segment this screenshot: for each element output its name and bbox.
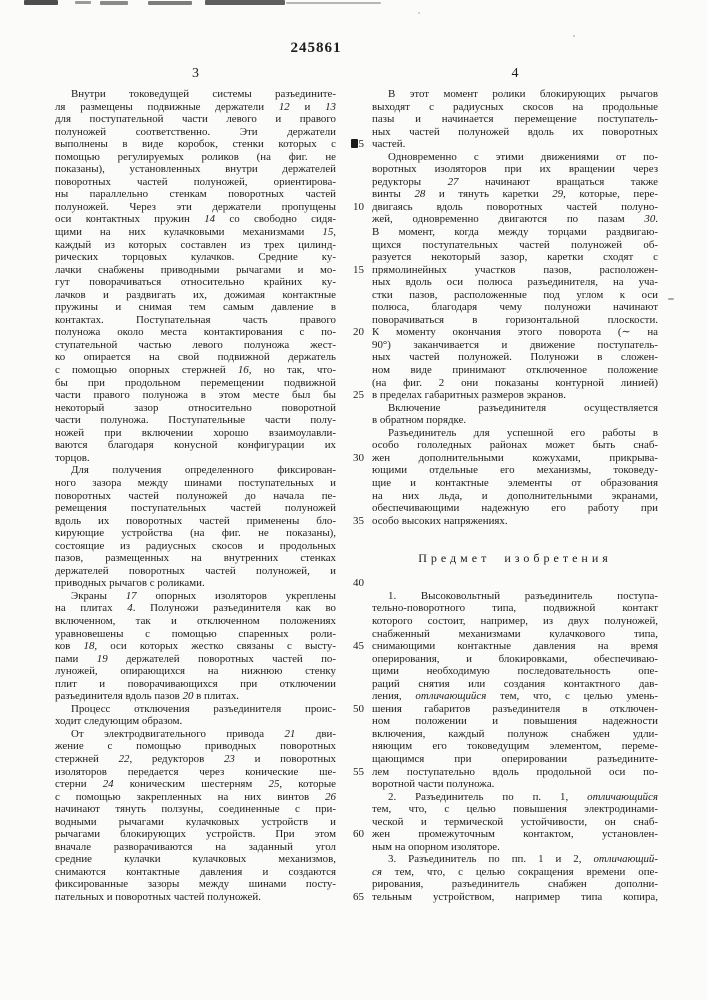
text-line: средние кулачки кулачковых механизмов, bbox=[55, 853, 336, 866]
text-line: части полуножа. Поступательные части полу- bbox=[55, 414, 336, 427]
line-number: 10 bbox=[353, 200, 364, 213]
text-line: помощью регулируемых роликов (на фиг. не bbox=[55, 150, 336, 163]
text-line: винты 28 и тянуть каретки 29, которые, пере- bbox=[372, 188, 658, 201]
scan-artifact bbox=[668, 298, 674, 300]
text-line: жен промежуточным контактом, установлен- bbox=[372, 828, 658, 841]
text-line: рычагами блокирующих устройств. При этом bbox=[55, 828, 336, 841]
text-line: 2. Разъединитель по п. 1, отличающийся bbox=[388, 790, 658, 803]
text-line: ся тем, что, с целью сокращения времени опе- bbox=[372, 865, 658, 878]
page-number-right: 4 bbox=[511, 66, 519, 81]
text-line: которого состоит, например, из двух полуножей, bbox=[372, 614, 658, 627]
text-line: вдоль их поворотных частей применены бло- bbox=[55, 514, 336, 527]
text-line: оперирования, и блокировками, обеспечиваю- bbox=[372, 652, 658, 665]
text-line: торцов. bbox=[55, 451, 90, 464]
text-line: с помощью закрепленных на них винтов 26 bbox=[55, 790, 336, 803]
text-line: ков 18, оси которых жестко связаны с высту- bbox=[55, 640, 336, 653]
scan-artifact bbox=[205, 0, 285, 5]
text-line: стерни 24 коническим шестерням 25, которые bbox=[55, 778, 336, 791]
line-number: 65 bbox=[353, 891, 364, 904]
text-line: ступательной частью левого полуножа жест- bbox=[55, 338, 336, 351]
text-line: в обратном порядке. bbox=[372, 414, 467, 427]
text-line: некоторый зазор относительно поворотной bbox=[55, 401, 336, 414]
text-line: на плитах 4. Полуножи разъединителя как во bbox=[55, 602, 336, 615]
text-line: плит и поворачивающихся при отключении bbox=[55, 677, 336, 690]
text-line: водными рычагами кулачковых устройств и bbox=[55, 815, 336, 828]
line-number: 20 bbox=[353, 326, 364, 339]
text-line: в пределах габаритных размеров экранов. bbox=[372, 389, 566, 402]
text-line: бы при продольном перемещении подвижной bbox=[55, 376, 336, 389]
text-line: включенном, так и отключенном положениях bbox=[55, 614, 336, 627]
text-line: жен дополнительными кожухами, прикрыва- bbox=[372, 451, 658, 464]
right-column-claims bbox=[372, 590, 658, 904]
text-line: стержней 22, редукторов 23 и поворотных bbox=[55, 752, 336, 765]
text-line: рирования, разъединитель снабжен дополни- bbox=[372, 878, 658, 891]
text-line: ления, отличающийся тем, что, с целью умень- bbox=[372, 690, 658, 703]
text-line: полуножа около места контактирования с по- bbox=[55, 326, 336, 339]
line-number: 35 bbox=[353, 514, 364, 527]
text-line: ных частей полуножей. Полуножи в сложен- bbox=[372, 351, 658, 364]
text-line: приводных рычагов с роликами. bbox=[55, 577, 205, 590]
text-line: части правого полуножа в этом месте был бы bbox=[55, 389, 336, 402]
text-line: жей, одновременно двигаются по пазам 30. bbox=[372, 213, 658, 226]
text-line: щающимся при оперировании разъедините- bbox=[372, 753, 658, 765]
text-line: ко опирается на свой подвижной держатель bbox=[55, 351, 336, 364]
text-line: уравновешены с помощью спаренных роли- bbox=[55, 627, 336, 640]
text-line: особо высоких напряжениях. bbox=[372, 514, 508, 527]
text-line: Процесс отключения разъединителя проис- bbox=[71, 702, 336, 715]
line-number: 5 bbox=[336, 138, 364, 151]
text-line: воротных изоляторов при их вращении через bbox=[372, 163, 658, 176]
text-line: ных вдоль оси полюса разъединителя, на уча- bbox=[372, 276, 658, 289]
text-line: поворачиваться в горизонтальной плоскости. bbox=[372, 313, 658, 326]
text-line: снабженный механизмами кулачкового типа, bbox=[372, 627, 658, 640]
scan-artifact bbox=[100, 1, 128, 5]
text-line: полуножей. Через эти держатели пропущены bbox=[55, 200, 336, 213]
text-line: снимаются контактные давления и создаются bbox=[55, 865, 336, 878]
text-line: разуется некоторый зазор, каретки сходят с bbox=[372, 251, 658, 264]
text-line: разъединителя вдоль пазов 20 в плитах. bbox=[55, 690, 240, 703]
text-line: тельно-поворотного типа, подвижной контакт bbox=[372, 602, 658, 615]
text-line: на них льда, и дополнительными экранами, bbox=[372, 489, 658, 502]
text-line: Одновременно с этими движениями от по- bbox=[388, 150, 658, 163]
text-line: В этот момент ролики блокирующих рычагов bbox=[388, 88, 658, 100]
left-column bbox=[55, 88, 336, 904]
scan-artifact bbox=[418, 12, 420, 14]
text-line: тем, что, с целью повышения электродинами- bbox=[372, 803, 658, 816]
text-line: ным на опорном изоляторе. bbox=[372, 840, 500, 853]
line-number: 25 bbox=[353, 389, 364, 402]
text-line: лачков и раздвигать их, дожимая контактные bbox=[55, 288, 336, 301]
text-line: няющим его токоведущим элементом, переме- bbox=[372, 740, 658, 753]
text-line: обеспечивающими надежную его работу при bbox=[372, 502, 658, 515]
text-line: ческой и термической устойчивости, он снаб- bbox=[372, 815, 658, 828]
text-line: щие и контактные элементы от образования bbox=[372, 476, 658, 489]
text-line: щими на них кулачковыми механизмами 15, bbox=[55, 226, 336, 239]
text-line: 3. Разъединитель по пп. 1 и 2, отличающий- bbox=[388, 853, 658, 866]
text-line: жение с помощью приводных поворотных bbox=[55, 740, 336, 753]
section-heading-block bbox=[372, 527, 658, 590]
text-line: пательных и поворотных частей полуножей. bbox=[55, 891, 261, 903]
scan-artifact bbox=[24, 0, 58, 5]
text-line: держателей поворотных частей полуножей, и bbox=[55, 564, 336, 577]
text-line: состоящие из радиусных скосов и продольных bbox=[55, 539, 336, 552]
page-number-left: 3 bbox=[192, 66, 199, 81]
text-line: с помощью опорных стержней 16, но так, что- bbox=[55, 364, 336, 377]
line-number: 40 bbox=[353, 577, 364, 590]
text-line: пами 19 держателей поворотных частей по- bbox=[55, 652, 336, 665]
text-line: ны параллельно стенкам поворотных частей bbox=[55, 188, 336, 201]
ink-blot-artifact bbox=[351, 139, 358, 148]
text-line: щими необходимую последовательность опе- bbox=[372, 665, 658, 678]
text-line: каждый из которых составлен из трех цилинд- bbox=[55, 238, 336, 251]
text-line: Внутри токоведущей системы разъедините- bbox=[71, 88, 336, 100]
line-number: 60 bbox=[353, 828, 364, 841]
scan-artifact bbox=[573, 35, 575, 37]
text-line: ремещения поступательных частей полуножей bbox=[55, 502, 336, 515]
text-line: контактах. Поступательная часть правого bbox=[55, 313, 336, 326]
text-line: фиксированные зазоры между шинами посту- bbox=[55, 878, 336, 891]
text-line: ющими отдельные его механизмы, токоведу- bbox=[372, 464, 658, 477]
text-line: стки пазов, расположенные под углом к оси bbox=[372, 288, 658, 301]
text-line: поворотных частей полуножей до начала пе- bbox=[55, 489, 336, 502]
text-line: двигаясь вдоль поворотных частей полуно- bbox=[372, 200, 658, 213]
text-line: прямолинейных участков пазов, расположен- bbox=[372, 263, 658, 276]
text-line: пружины и снимая тем самым давление в bbox=[55, 301, 336, 314]
line-number: 30 bbox=[353, 451, 364, 464]
text-line: луножей, опирающихся на нижнюю стенку bbox=[55, 665, 336, 678]
text-line: полуножей соответственно. Эти держатели bbox=[55, 125, 336, 138]
text-line: В момент, когда между торцами раздвигаю- bbox=[372, 226, 658, 239]
line-number: 50 bbox=[353, 702, 364, 715]
text-line: От электродвигательного привода 21 дви- bbox=[71, 727, 336, 740]
text-line: вначале разворачиваются на заданный угол bbox=[55, 840, 336, 853]
text-line: выполнены в виде коробок, стенки которых с bbox=[55, 138, 336, 151]
text-line: лачки снабжены приводными рычагами и мо- bbox=[55, 263, 336, 276]
text-line: Для получения определенного фиксирован- bbox=[71, 464, 336, 477]
text-line: Экраны 17 опорных изоляторов укреплены bbox=[71, 589, 336, 602]
line-number: 55 bbox=[353, 765, 364, 778]
text-line: Разъединитель для успешной его работы в bbox=[388, 426, 658, 439]
text-line: К моменту окончания этого поворота (∼ на bbox=[372, 326, 658, 339]
text-line: шения габаритов разъединителя в отключен- bbox=[372, 702, 658, 715]
text-line: Включение разъединителя осуществляется bbox=[388, 401, 658, 414]
text-line: кирующие устройства (на фиг. не показаны), bbox=[55, 527, 336, 540]
scan-artifact bbox=[75, 1, 91, 4]
text-line: (на фиг. 2 они показаны контурной линией) bbox=[372, 376, 658, 389]
text-line: ном виде принимают отключенное положение bbox=[372, 364, 658, 377]
section-heading: Предмет изобретения bbox=[418, 551, 612, 566]
text-line: 90°) заканчивается и движение поступатель- bbox=[372, 338, 658, 351]
text-line: особо гололедных районах может быть снаб- bbox=[372, 439, 658, 452]
text-line: ного зазора между шинами поступательных и bbox=[55, 476, 336, 489]
text-line: пазы и начинается перемещение поступатель- bbox=[372, 113, 658, 126]
text-line: 1. Высоковольтный разъединитель поступа- bbox=[388, 589, 658, 602]
line-number: 15 bbox=[353, 263, 364, 276]
text-line: начинают тянуть ползуны, соединенные с при- bbox=[55, 803, 336, 816]
right-column-top bbox=[372, 88, 658, 527]
text-line: ных частей полуножей вдоль их поворотных bbox=[372, 125, 658, 138]
scan-artifact bbox=[148, 1, 192, 5]
text-line: включения, каждый полунож снабжен удли- bbox=[372, 727, 658, 740]
text-line: частей. bbox=[372, 138, 406, 151]
text-line: щихся поступательных частей полуножей об- bbox=[372, 238, 658, 251]
text-line: ваются благодаря конусной конфигурации их bbox=[55, 439, 336, 452]
text-line: поворотных частей полуножей, ориентирова- bbox=[55, 175, 336, 188]
text-line: ля размещены подвижные держатели 12 и 13 bbox=[55, 100, 336, 113]
patent-number: 245861 bbox=[290, 40, 342, 56]
text-line: показаны), установленных внутри держателей bbox=[55, 163, 336, 176]
right-column bbox=[372, 88, 658, 904]
text-line: гут поворачиваться относительно крайних ку- bbox=[55, 276, 336, 289]
text-line: редукторы 27 начинают вращаться также bbox=[372, 175, 658, 188]
text-line: изоляторов передается через конические ше- bbox=[55, 765, 336, 778]
text-line: рических торцовых кулачков. Средние ку- bbox=[55, 251, 336, 264]
line-number: 45 bbox=[353, 640, 364, 653]
text-line: тельным устройством, например типа копира, bbox=[372, 891, 658, 904]
text-line: выходят с радиусных скосов на продольные bbox=[372, 100, 658, 113]
text-line: снимающими контактные давления на время bbox=[372, 640, 658, 653]
text-line: для поступательной части левого и правого bbox=[55, 113, 336, 126]
line-number-gutter bbox=[336, 88, 364, 908]
text-line: ном положении и повышения надежности bbox=[372, 715, 658, 728]
scan-artifact bbox=[286, 2, 381, 4]
text-line: оси контактных пружин 14 со свободно сидя- bbox=[55, 213, 336, 226]
text-line: ножей при включении хорошо взаимоулавли- bbox=[55, 426, 336, 439]
text-line: раций снятия или создания контактного дав- bbox=[372, 677, 658, 690]
text-line: лем поступательно вдоль продольной оси по- bbox=[372, 765, 658, 778]
text-line: полюса, благодаря чему полуножи начинают bbox=[372, 301, 658, 314]
text-line: ходит следующим образом. bbox=[55, 715, 183, 728]
text-line: пазов, размещенных на внутренних стенках bbox=[55, 552, 336, 565]
text-line: воротной части полуножа. bbox=[372, 778, 495, 791]
